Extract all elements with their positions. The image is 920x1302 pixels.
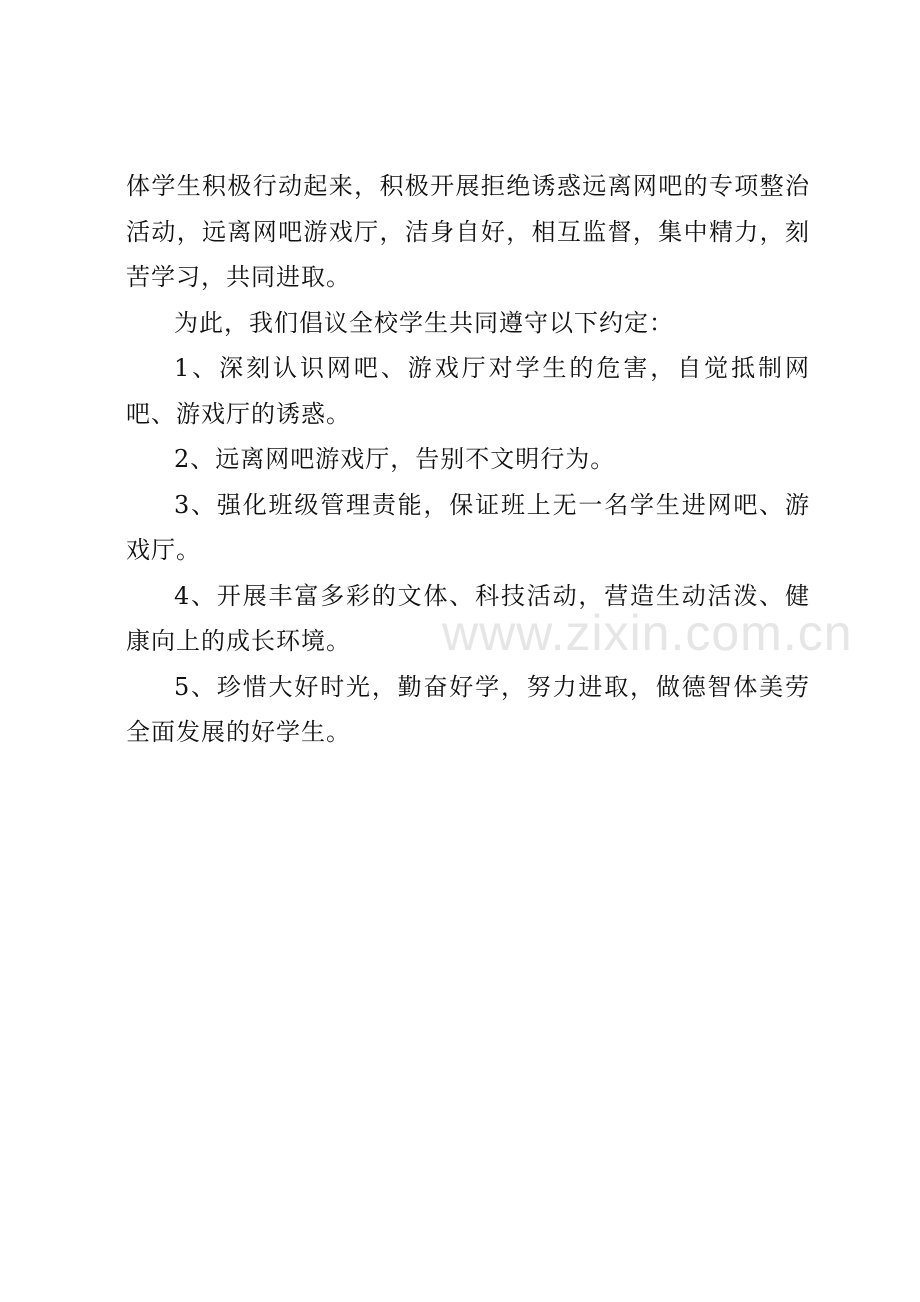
paragraph-item-1: 1、深刻认识网吧、游戏厅对学生的危害，自觉抵制网吧、游戏厅的诱惑。 [126,354,810,428]
watermark-text: www.zixin.com.cn [442,605,853,661]
document-body [126,164,810,756]
paragraph-proposal-lead: 为此，我们倡议全校学生共同遵守以下约定： [174,308,674,337]
paragraph-item-4: 4、开展丰富多彩的文体、科技活动，营造生动活泼、健康向上的成长环境。 [126,581,810,655]
paragraph-item-5: 5、珍惜大好时光，勤奋好学，努力进取，做德智体美劳全面发展的好学生。 [126,672,810,746]
paragraph-intro-continuation: 体学生积极行动起来，积极开展拒绝诱惑远离网吧的专项整治活动，远离网吧游戏厅，洁身自好，相互监督，集中精力，刻苦学习，共同进取。 [126,172,810,291]
paragraph-item-2: 2、远离网吧游戏厅，告别不文明行为。 [174,445,616,473]
paragraph-item-3: 3、强化班级管理责能，保证班上无一名学生进网吧、游戏厅。 [126,490,810,564]
